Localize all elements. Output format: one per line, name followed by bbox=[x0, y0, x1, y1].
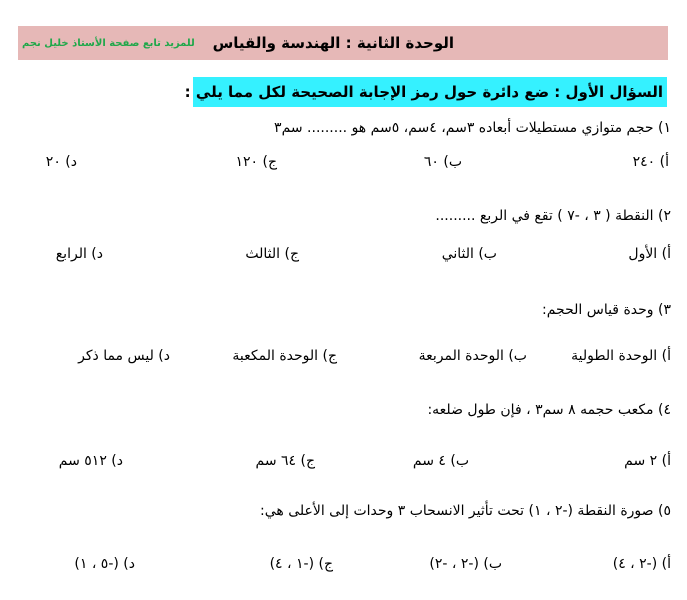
question-3-option-b[interactable]: ب) الوحدة المربعة bbox=[418, 348, 527, 364]
question-5-option-d[interactable]: د) (-٥ ، ١) bbox=[74, 556, 135, 572]
question-5-option-b[interactable]: ب) (-٢ ، -٢) bbox=[429, 556, 502, 572]
question-3-text: ٣) وحدة قياس الحجم: bbox=[542, 302, 671, 318]
question-2-option-c[interactable]: ج) الثالث bbox=[245, 246, 299, 262]
question-1-option-b[interactable]: ب) ٦٠ bbox=[423, 154, 462, 170]
question-4-option-a[interactable]: أ) ٢ سم bbox=[624, 453, 671, 469]
question-1-option-a[interactable]: أ) ٢٤٠ bbox=[632, 154, 669, 170]
question-4-option-d[interactable]: د) ٥١٢ سم bbox=[58, 453, 123, 469]
question-1-text: ١) حجم متوازي مستطيلات أبعاده ٣سم، ٤سم، ٥سم هو ......... سم٣ bbox=[274, 120, 671, 136]
question-5-option-c[interactable]: ج) (-١ ، ٤) bbox=[269, 556, 333, 572]
question-2-text: ٢) النقطة ( ٣ ، -٧ ) تقع في الربع ......... bbox=[435, 208, 671, 224]
question-3-option-d[interactable]: د) ليس مما ذكر bbox=[78, 348, 170, 364]
question-2-option-b[interactable]: ب) الثاني bbox=[441, 246, 497, 262]
question-5-option-a[interactable]: أ) (-٢ ، ٤) bbox=[612, 556, 671, 572]
unit-title: الوحدة الثانية : الهندسة والقياس bbox=[212, 34, 454, 52]
question-1-option-d[interactable]: د) ٢٠ bbox=[45, 154, 77, 170]
question-3-option-c[interactable]: ج) الوحدة المكعبة bbox=[232, 348, 337, 364]
question-2-option-a[interactable]: أ) الأول bbox=[628, 246, 671, 262]
question-1-option-c[interactable]: ج) ١٢٠ bbox=[235, 154, 277, 170]
question-3-option-a[interactable]: أ) الوحدة الطولية bbox=[571, 348, 671, 364]
unit-header-bar bbox=[18, 26, 668, 60]
question-4-option-b[interactable]: ب) ٤ سم bbox=[412, 453, 469, 469]
question-4-option-c[interactable]: ج) ٦٤ سم bbox=[255, 453, 315, 469]
question-4-text: ٤) مكعب حجمه ٨ سم٣ ، فإن طول ضلعه: bbox=[427, 402, 671, 418]
teacher-promo: للمزيد تابع صفحة الأستاذ خليل نجم bbox=[22, 37, 195, 49]
question-5-text: ٥) صورة النقطة (-٢ ، ١) تحت تأثير الانسحاب ٣ وحدات إلى الأعلى هي: bbox=[259, 503, 671, 519]
question-2-option-d[interactable]: د) الرابع bbox=[55, 246, 103, 262]
question-instruction: السؤال الأول : ضع دائرة حول رمز الإجابة الصحيحة لكل مما يلي : bbox=[193, 77, 667, 107]
